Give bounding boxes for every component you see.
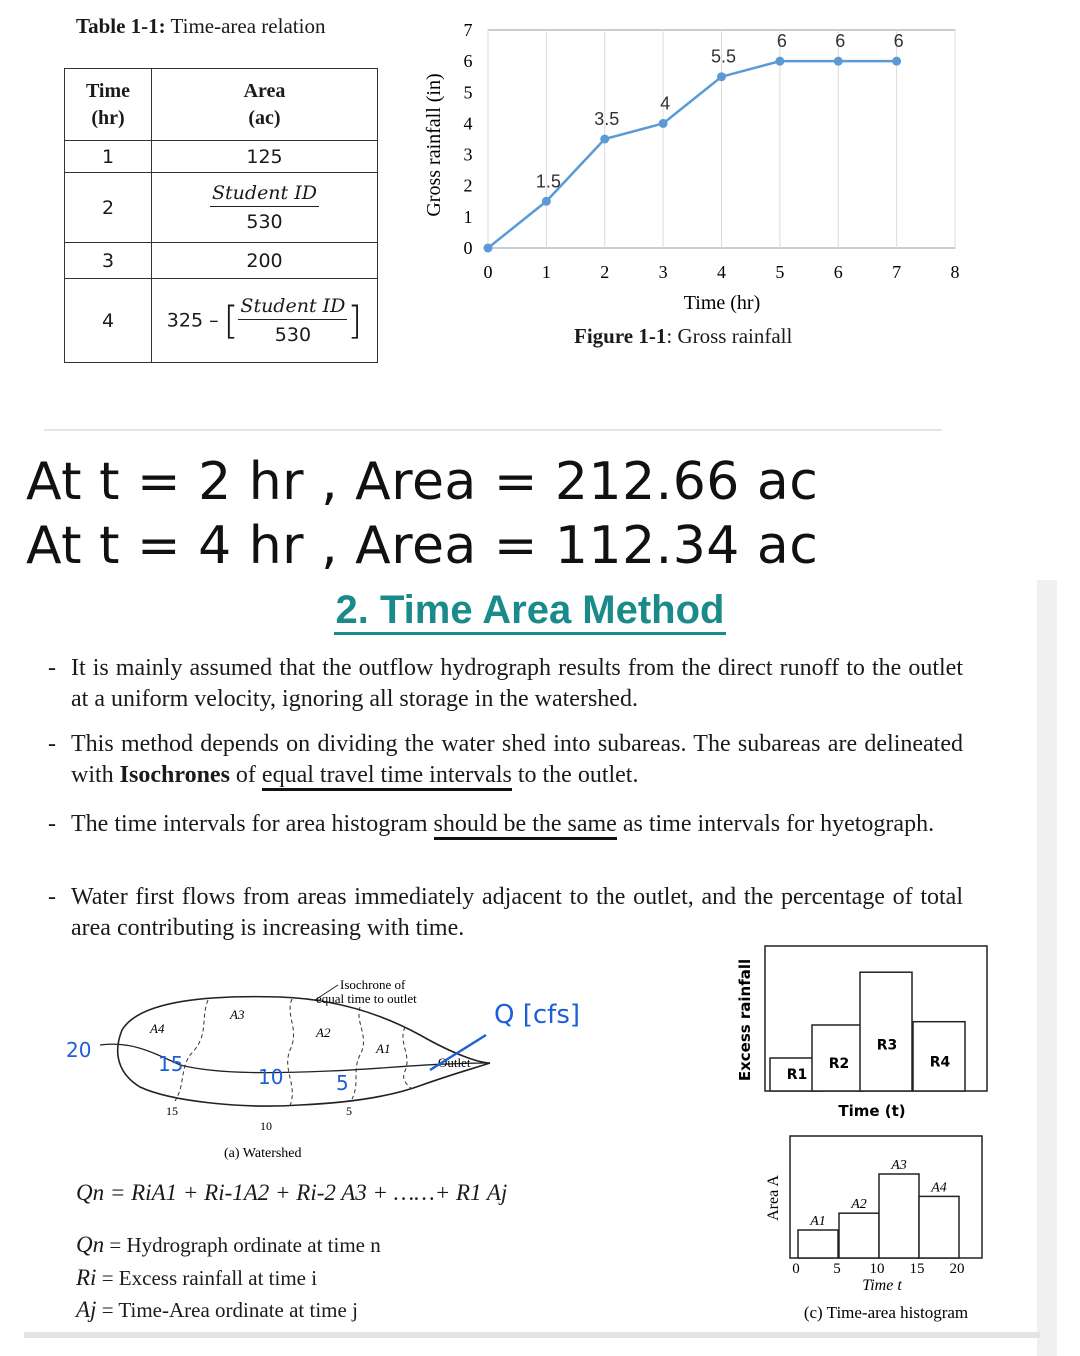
hist-bar-label: A1: [810, 1214, 826, 1229]
definition-r: Ri = Excess rainfall at time i: [76, 1265, 318, 1290]
fraction: $\frac{\text{Student ID}}{530}$: [240, 295, 346, 346]
label-a3: A3: [230, 1007, 245, 1022]
hist-bar-label: A3: [891, 1158, 907, 1173]
tick-15: 15: [166, 1104, 178, 1118]
data-label: 6: [776, 31, 787, 52]
label-a1: A1: [376, 1041, 391, 1056]
data-label: 6: [835, 31, 846, 52]
hand-label-10: 10: [258, 1065, 284, 1089]
label-a2: A2: [316, 1025, 331, 1040]
tick-5: 5: [346, 1104, 352, 1118]
hyeto-ylabel: Excess rainfall: [736, 958, 754, 1082]
data-point: [542, 197, 551, 206]
hist-bar: [919, 1196, 959, 1258]
isochrone-label-2: equal time to outlet: [316, 991, 417, 1006]
time-area-table: [64, 68, 378, 363]
isochrone-5: [352, 1007, 364, 1099]
figure-caption: Figure 1-1: Gross rainfall: [574, 324, 793, 348]
y-tick-label: 7: [463, 20, 473, 40]
hyeto-bar-label: R3: [876, 1037, 898, 1054]
hyeto-bar-label: R2: [828, 1055, 850, 1072]
fraction: $\frac{\text{Student ID}}{530}$: [212, 182, 317, 233]
statement-t4: At t = 4 hr , Area = 112.34 ac: [26, 516, 819, 576]
hist-bar: [879, 1174, 919, 1258]
hist-tick: 20: [949, 1261, 965, 1277]
x-tick-label: 2: [600, 262, 610, 282]
hyeto-bar: [860, 972, 912, 1091]
hand-label-20: 20: [66, 1038, 92, 1062]
x-axis-label: Time (hr): [683, 292, 761, 314]
hist-tick: 0: [792, 1261, 800, 1277]
definition-q: Qn = Hydrograph ordinate at time n: [76, 1232, 381, 1257]
hist-bar-label: A2: [851, 1197, 867, 1213]
x-tick-label: 4: [717, 262, 726, 282]
hyeto-bar-label: R1: [786, 1067, 808, 1083]
hyeto-xlabel: Time (t): [838, 1102, 906, 1120]
x-tick-label: 3: [658, 262, 668, 282]
hand-label-15: 15: [158, 1052, 184, 1076]
divider: [44, 429, 942, 431]
hist-ylabel: Area A: [765, 1175, 782, 1221]
series-line: [488, 61, 897, 248]
x-tick-label: 0: [483, 262, 493, 282]
y-tick-label: 5: [463, 82, 473, 103]
watershed-caption: (a) Watershed: [224, 1146, 302, 1161]
table-caption: Table 1-1: Time-area relation: [76, 14, 326, 38]
q-cfs-label: Q [cfs]: [494, 1000, 581, 1030]
section-title: 2. Time Area Method: [0, 588, 1060, 633]
data-label: 6: [893, 31, 904, 52]
data-label: 1.5: [535, 171, 561, 192]
y-axis-label: Gross rainfall (in): [423, 73, 445, 217]
isochrone-10: [288, 999, 294, 1106]
isochrone-label: Isochrone of: [340, 977, 406, 992]
hyetograph: [730, 940, 995, 1125]
y-tick-label: 6: [463, 51, 473, 72]
hist-bar: [798, 1230, 838, 1258]
bullet-2: - This method depends on dividing the water shed into subareas. The subareas are delineated with Isochrones of equal travel time intervals to the outlet.: [48, 729, 963, 791]
y-tick-label: 2: [463, 175, 473, 196]
definition-a: Aj = Time-Area ordinate at time j: [76, 1297, 358, 1322]
data-point: [775, 57, 784, 66]
table-row: 3 200: [65, 243, 378, 279]
bullet-3: - The time intervals for area histogram should be the same as time intervals for hyetograph.: [48, 809, 963, 840]
data-point: [659, 119, 668, 128]
data-point: [717, 72, 726, 81]
y-tick-label: 3: [463, 144, 473, 165]
hyeto-bar-label: R4: [929, 1054, 951, 1071]
hist-tick: 10: [869, 1261, 885, 1277]
hist-tick: 5: [833, 1261, 841, 1277]
data-point: [892, 57, 901, 66]
tick-10: 10: [260, 1119, 272, 1133]
hist-tick: 15: [909, 1261, 925, 1277]
bullet-1: - It is mainly assumed that the outflow hydrograph results from the direct runoff to the outlet at a uniform velocity, ignoring all storage in the watershed.: [48, 655, 963, 712]
table-row: 4 325 – [ $\frac{\text{Student ID}}{530}$ ]: [65, 279, 378, 363]
y-tick-label: 1: [463, 206, 473, 227]
x-tick-label: 1: [541, 262, 551, 282]
data-point: [484, 244, 493, 253]
x-tick-label: 7: [892, 262, 902, 282]
panel-edge: [1037, 580, 1057, 1356]
main-equation: Qn = RiA1 + Ri-1A2 + Ri-2 A3 + ……+ R1 Aj: [76, 1180, 508, 1205]
statement-t2: At t = 2 hr , Area = 212.66 ac: [26, 452, 819, 512]
data-point: [600, 135, 609, 144]
header-area: Area (ac): [152, 69, 378, 141]
bottom-bar: [24, 1332, 1040, 1338]
time-area-histogram: [760, 1128, 1000, 1328]
x-tick-label: 5: [775, 262, 785, 282]
y-tick-label: 4: [463, 113, 473, 134]
data-label: 3.5: [594, 109, 620, 129]
gross-rainfall-chart: [405, 10, 980, 355]
table-row: 1 125: [65, 141, 378, 173]
hist-xlabel: Time t: [862, 1277, 902, 1294]
isochrone-outlet: [403, 1027, 412, 1089]
data-label: 5.5: [710, 46, 737, 67]
table-row: 2 $\frac{\text{Student ID}}{530}$: [65, 173, 378, 243]
data-point: [834, 57, 843, 66]
x-tick-label: 8: [950, 262, 960, 282]
hist-bar-label: A4: [931, 1180, 947, 1196]
data-label: 4: [660, 93, 671, 114]
bullet-4: - Water first flows from areas immediately adjacent to the outlet, and the percentage of total area contributing is increasing with time.: [48, 884, 963, 941]
isochrone-15: [175, 1000, 208, 1101]
y-tick-label: 0: [463, 238, 473, 258]
hist-caption: (c) Time-area histogram: [803, 1303, 969, 1322]
hist-bar: [839, 1213, 879, 1258]
hand-label-5: 5: [336, 1071, 349, 1095]
header-time: Time (hr): [65, 69, 152, 141]
x-tick-label: 6: [833, 262, 843, 282]
label-outlet: Outlet: [438, 1055, 471, 1070]
label-a4: A4: [150, 1021, 165, 1036]
